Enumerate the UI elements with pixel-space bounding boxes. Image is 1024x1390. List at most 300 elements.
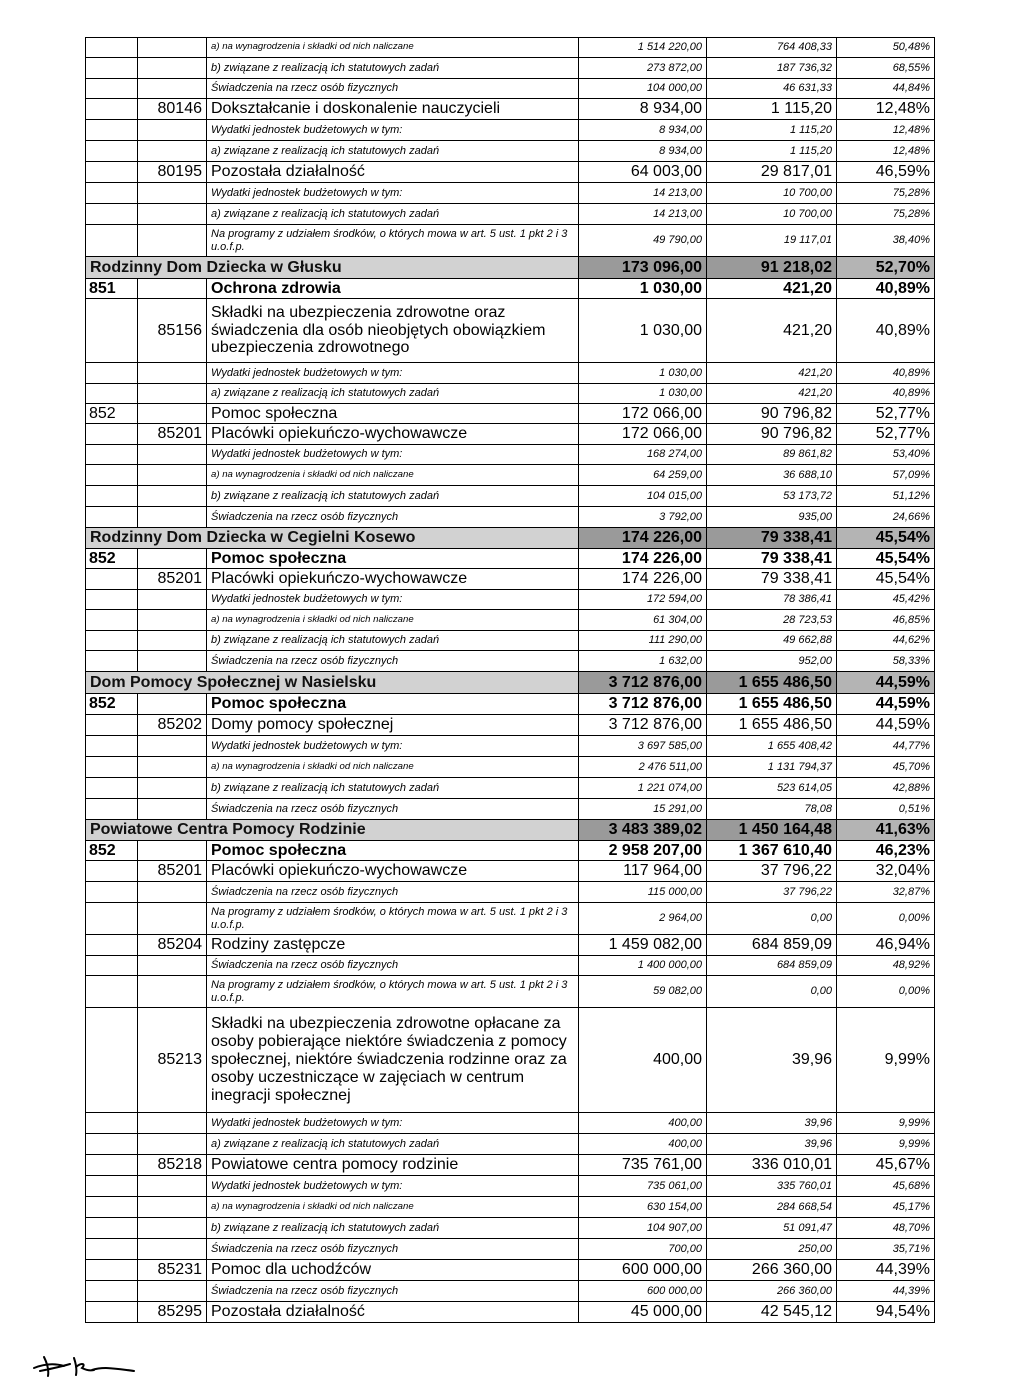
cell-percent: 38,40% — [837, 225, 935, 257]
cell-wykonanie: 1 655 486,50 — [707, 694, 837, 715]
cell-description: Wydatki jednostek budżetowych w tym: — [207, 183, 579, 204]
cell-plan: 630 154,00 — [579, 1197, 707, 1218]
table-row — [86, 507, 935, 528]
cell-percent: 44,59% — [837, 694, 935, 715]
cell-wykonanie: 53 173,72 — [707, 486, 837, 507]
table-row — [86, 465, 935, 486]
cell-percent: 0,00% — [837, 976, 935, 1008]
cell-dzial — [86, 384, 138, 404]
table-row — [86, 404, 935, 424]
cell-wykonanie: 39,96 — [707, 1113, 837, 1134]
cell-dzial — [86, 935, 138, 956]
cell-description: b) związane z realizacją ich statutowych zadań — [207, 631, 579, 651]
cell-percent: 44,62% — [837, 631, 935, 651]
cell-wykonanie: 1 655 486,50 — [707, 672, 837, 694]
cell-rozdzial — [138, 736, 207, 757]
table-row — [86, 1134, 935, 1155]
cell-rozdzial — [138, 225, 207, 257]
cell-dzial: 852 — [86, 404, 138, 424]
cell-description: Wydatki jednostek budżetowych w tym: — [207, 445, 579, 465]
cell-percent: 50,48% — [837, 38, 935, 58]
cell-percent: 12,48% — [837, 99, 935, 120]
table-row — [86, 799, 935, 820]
cell-dzial — [86, 1008, 138, 1113]
cell-rozdzial — [138, 590, 207, 610]
cell-percent: 52,77% — [837, 404, 935, 424]
cell-dzial — [86, 1113, 138, 1134]
cell-dzial: 852 — [86, 549, 138, 569]
cell-description: Świadczenia na rzecz osób fizycznych — [207, 882, 579, 903]
cell-description: Pomoc społeczna — [207, 694, 579, 715]
cell-rozdzial — [138, 631, 207, 651]
cell-description: a) na wynagrodzenia i składki od nich naliczane — [207, 610, 579, 631]
table-row — [86, 1260, 935, 1281]
cell-dzial — [86, 757, 138, 778]
cell-plan: 400,00 — [579, 1113, 707, 1134]
cell-description: a) na wynagrodzenia i składki od nich naliczane — [207, 38, 579, 58]
cell-description: Na programy z udziałem środków, o których mowa w art. 5 ust. 1 pkt 2 i 3 u.o.f.p. — [207, 225, 579, 257]
cell-wykonanie: 421,20 — [707, 384, 837, 404]
cell-wykonanie: 284 668,54 — [707, 1197, 837, 1218]
cell-description: Dom Pomocy Społecznej w Nasielsku — [86, 672, 579, 694]
cell-dzial — [86, 976, 138, 1008]
cell-plan: 117 964,00 — [579, 861, 707, 882]
cell-rozdzial — [138, 58, 207, 79]
table-row — [86, 778, 935, 799]
table-row — [86, 1239, 935, 1260]
cell-description: Rodzinny Dom Dziecka w Głusku — [86, 257, 579, 279]
cell-plan: 2 476 511,00 — [579, 757, 707, 778]
cell-plan: 2 958 207,00 — [579, 841, 707, 861]
cell-description: a) związane z realizacją ich statutowych zadań — [207, 204, 579, 225]
cell-dzial — [86, 162, 138, 183]
table-row — [86, 569, 935, 590]
cell-description: Placówki opiekuńczo-wychowawcze — [207, 861, 579, 882]
cell-plan: 1 514 220,00 — [579, 38, 707, 58]
cell-dzial — [86, 861, 138, 882]
cell-wykonanie: 90 796,82 — [707, 404, 837, 424]
cell-rozdzial: 85231 — [138, 1260, 207, 1281]
cell-percent: 46,94% — [837, 935, 935, 956]
cell-rozdzial — [138, 120, 207, 141]
cell-wykonanie: 0,00 — [707, 976, 837, 1008]
cell-rozdzial — [138, 1176, 207, 1197]
cell-rozdzial — [138, 79, 207, 99]
cell-description: Ochrona zdrowia — [207, 279, 579, 299]
cell-rozdzial — [138, 465, 207, 486]
cell-description: Pomoc społeczna — [207, 549, 579, 569]
cell-description: Domy pomocy społecznej — [207, 715, 579, 736]
cell-plan: 115 000,00 — [579, 882, 707, 903]
cell-wykonanie: 42 545,12 — [707, 1302, 837, 1323]
cell-dzial: 851 — [86, 279, 138, 299]
cell-dzial — [86, 1155, 138, 1176]
cell-wykonanie: 78,08 — [707, 799, 837, 820]
cell-percent: 68,55% — [837, 58, 935, 79]
cell-dzial — [86, 736, 138, 757]
table-row — [86, 861, 935, 882]
cell-dzial — [86, 1134, 138, 1155]
cell-plan: 2 964,00 — [579, 903, 707, 935]
cell-percent: 9,99% — [837, 1113, 935, 1134]
cell-plan: 168 274,00 — [579, 445, 707, 465]
cell-rozdzial — [138, 38, 207, 58]
cell-dzial — [86, 183, 138, 204]
table-row — [86, 162, 935, 183]
cell-dzial — [86, 299, 138, 363]
cell-rozdzial — [138, 204, 207, 225]
cell-description: Pozostała działalność — [207, 162, 579, 183]
cell-description: Wydatki jednostek budżetowych w tym: — [207, 736, 579, 757]
cell-dzial: 852 — [86, 694, 138, 715]
cell-rozdzial — [138, 841, 207, 861]
cell-percent: 45,54% — [837, 528, 935, 549]
cell-dzial — [86, 486, 138, 507]
table-row — [86, 1218, 935, 1239]
cell-rozdzial — [138, 1239, 207, 1260]
cell-dzial — [86, 799, 138, 820]
cell-rozdzial — [138, 141, 207, 162]
cell-plan: 104 015,00 — [579, 486, 707, 507]
cell-rozdzial: 85218 — [138, 1155, 207, 1176]
cell-description: Powiatowe Centra Pomocy Rodzinie — [86, 820, 579, 841]
cell-plan: 61 304,00 — [579, 610, 707, 631]
table-row — [86, 1281, 935, 1302]
cell-wykonanie: 421,20 — [707, 363, 837, 384]
cell-description: Wydatki jednostek budżetowych w tym: — [207, 590, 579, 610]
table-row — [86, 1197, 935, 1218]
cell-plan: 172 594,00 — [579, 590, 707, 610]
cell-dzial: 852 — [86, 841, 138, 861]
cell-description: Pomoc społeczna — [207, 404, 579, 424]
cell-wykonanie: 10 700,00 — [707, 183, 837, 204]
cell-rozdzial: 80146 — [138, 99, 207, 120]
cell-percent: 48,70% — [837, 1218, 935, 1239]
cell-rozdzial: 85204 — [138, 935, 207, 956]
cell-wykonanie: 79 338,41 — [707, 528, 837, 549]
cell-description: Placówki opiekuńczo-wychowawcze — [207, 569, 579, 590]
cell-description: a) związane z realizacją ich statutowych zadań — [207, 1134, 579, 1155]
cell-percent: 58,33% — [837, 651, 935, 672]
cell-percent: 12,48% — [837, 120, 935, 141]
cell-plan: 8 934,00 — [579, 120, 707, 141]
cell-wykonanie: 10 700,00 — [707, 204, 837, 225]
cell-wykonanie: 336 010,01 — [707, 1155, 837, 1176]
cell-rozdzial — [138, 610, 207, 631]
cell-dzial — [86, 120, 138, 141]
cell-plan: 45 000,00 — [579, 1302, 707, 1323]
cell-plan: 600 000,00 — [579, 1260, 707, 1281]
cell-plan: 172 066,00 — [579, 424, 707, 445]
cell-rozdzial — [138, 1197, 207, 1218]
cell-wykonanie: 0,00 — [707, 903, 837, 935]
cell-wykonanie: 1 131 794,37 — [707, 757, 837, 778]
table-row — [86, 590, 935, 610]
table-row — [86, 299, 935, 363]
cell-percent: 45,70% — [837, 757, 935, 778]
cell-wykonanie: 46 631,33 — [707, 79, 837, 99]
table-row — [86, 486, 935, 507]
cell-dzial — [86, 141, 138, 162]
cell-percent: 44,39% — [837, 1281, 935, 1302]
cell-wykonanie: 1 115,20 — [707, 120, 837, 141]
cell-description: Na programy z udziałem środków, o których mowa w art. 5 ust. 1 pkt 2 i 3 u.o.f.p. — [207, 976, 579, 1008]
cell-dzial — [86, 882, 138, 903]
table-row — [86, 225, 935, 257]
institution-header-row — [86, 820, 935, 841]
signature-initials — [30, 1352, 150, 1378]
cell-dzial — [86, 1260, 138, 1281]
cell-wykonanie: 935,00 — [707, 507, 837, 528]
cell-dzial — [86, 651, 138, 672]
cell-percent: 94,54% — [837, 1302, 935, 1323]
cell-rozdzial: 85201 — [138, 569, 207, 590]
table-row — [86, 204, 935, 225]
cell-plan: 3 712 876,00 — [579, 715, 707, 736]
cell-percent: 41,63% — [837, 820, 935, 841]
cell-plan: 173 096,00 — [579, 257, 707, 279]
cell-description: Rodziny zastępcze — [207, 935, 579, 956]
cell-description: Wydatki jednostek budżetowych w tym: — [207, 120, 579, 141]
cell-description: Pozostała działalność — [207, 1302, 579, 1323]
cell-description: Pomoc dla uchodźców — [207, 1260, 579, 1281]
cell-description: b) związane z realizacją ich statutowych zadań — [207, 58, 579, 79]
cell-wykonanie: 1 115,20 — [707, 99, 837, 120]
cell-percent: 44,77% — [837, 736, 935, 757]
cell-rozdzial — [138, 799, 207, 820]
cell-plan: 8 934,00 — [579, 99, 707, 120]
cell-plan: 700,00 — [579, 1239, 707, 1260]
table-row — [86, 79, 935, 99]
cell-description: Świadczenia na rzecz osób fizycznych — [207, 1239, 579, 1260]
table-row — [86, 715, 935, 736]
cell-percent: 0,00% — [837, 903, 935, 935]
cell-description: Wydatki jednostek budżetowych w tym: — [207, 363, 579, 384]
table-row — [86, 549, 935, 569]
cell-wykonanie: 421,20 — [707, 299, 837, 363]
cell-rozdzial — [138, 507, 207, 528]
cell-dzial — [86, 1281, 138, 1302]
institution-header-row — [86, 528, 935, 549]
cell-wykonanie: 36 688,10 — [707, 465, 837, 486]
cell-plan: 400,00 — [579, 1008, 707, 1113]
cell-rozdzial — [138, 404, 207, 424]
cell-plan: 64 003,00 — [579, 162, 707, 183]
cell-wykonanie: 764 408,33 — [707, 38, 837, 58]
cell-dzial — [86, 507, 138, 528]
cell-plan: 111 290,00 — [579, 631, 707, 651]
cell-wykonanie: 421,20 — [707, 279, 837, 299]
cell-percent: 40,89% — [837, 279, 935, 299]
cell-rozdzial: 85201 — [138, 861, 207, 882]
cell-plan: 49 790,00 — [579, 225, 707, 257]
cell-wykonanie: 39,96 — [707, 1008, 837, 1113]
cell-rozdzial — [138, 549, 207, 569]
cell-description: Świadczenia na rzecz osób fizycznych — [207, 799, 579, 820]
cell-percent: 45,54% — [837, 569, 935, 590]
cell-plan: 15 291,00 — [579, 799, 707, 820]
cell-percent: 45,68% — [837, 1176, 935, 1197]
cell-percent: 48,92% — [837, 956, 935, 976]
cell-rozdzial — [138, 486, 207, 507]
cell-dzial — [86, 1197, 138, 1218]
cell-description: Świadczenia na rzecz osób fizycznych — [207, 956, 579, 976]
cell-description: Składki na ubezpieczenia zdrowotne oraz świadczenia dla osób nieobjętych obowiązkiem ubezpieczenia zdrowotnego — [207, 299, 579, 363]
cell-plan: 735 761,00 — [579, 1155, 707, 1176]
cell-rozdzial — [138, 976, 207, 1008]
cell-description: Świadczenia na rzecz osób fizycznych — [207, 507, 579, 528]
cell-plan: 1 030,00 — [579, 299, 707, 363]
cell-wykonanie: 1 367 610,40 — [707, 841, 837, 861]
table-row — [86, 651, 935, 672]
cell-description: b) związane z realizacją ich statutowych zadań — [207, 778, 579, 799]
cell-dzial — [86, 956, 138, 976]
table-row — [86, 58, 935, 79]
cell-dzial — [86, 225, 138, 257]
cell-percent: 45,67% — [837, 1155, 935, 1176]
cell-wykonanie: 90 796,82 — [707, 424, 837, 445]
cell-description: Powiatowe centra pomocy rodzinie — [207, 1155, 579, 1176]
cell-description: Pomoc społeczna — [207, 841, 579, 861]
cell-rozdzial — [138, 1134, 207, 1155]
cell-rozdzial — [138, 778, 207, 799]
cell-percent: 45,54% — [837, 549, 935, 569]
cell-dzial — [86, 1176, 138, 1197]
cell-wykonanie: 37 796,22 — [707, 861, 837, 882]
cell-dzial — [86, 424, 138, 445]
cell-plan: 600 000,00 — [579, 1281, 707, 1302]
cell-percent: 53,40% — [837, 445, 935, 465]
cell-rozdzial: 85156 — [138, 299, 207, 363]
cell-dzial — [86, 58, 138, 79]
cell-percent: 42,88% — [837, 778, 935, 799]
institution-header-row — [86, 672, 935, 694]
cell-percent: 9,99% — [837, 1134, 935, 1155]
cell-plan: 1 030,00 — [579, 363, 707, 384]
table-row — [86, 363, 935, 384]
cell-description: a) związane z realizacją ich statutowych zadań — [207, 141, 579, 162]
cell-rozdzial — [138, 1218, 207, 1239]
cell-dzial — [86, 778, 138, 799]
cell-percent: 40,89% — [837, 384, 935, 404]
cell-rozdzial — [138, 757, 207, 778]
cell-description: a) na wynagrodzenia i składki od nich naliczane — [207, 1197, 579, 1218]
cell-dzial — [86, 445, 138, 465]
table-row — [86, 610, 935, 631]
cell-wykonanie: 37 796,22 — [707, 882, 837, 903]
cell-rozdzial — [138, 1281, 207, 1302]
cell-description: Wydatki jednostek budżetowych w tym: — [207, 1113, 579, 1134]
table-row — [86, 841, 935, 861]
cell-wykonanie: 51 091,47 — [707, 1218, 837, 1239]
cell-dzial — [86, 903, 138, 935]
cell-rozdzial — [138, 279, 207, 299]
cell-description: Świadczenia na rzecz osób fizycznych — [207, 651, 579, 672]
cell-percent: 46,23% — [837, 841, 935, 861]
table-row — [86, 935, 935, 956]
cell-plan: 1 030,00 — [579, 384, 707, 404]
cell-percent: 0,51% — [837, 799, 935, 820]
table-row — [86, 445, 935, 465]
cell-percent: 75,28% — [837, 204, 935, 225]
cell-dzial — [86, 79, 138, 99]
cell-wykonanie: 1 115,20 — [707, 141, 837, 162]
cell-dzial — [86, 99, 138, 120]
cell-dzial — [86, 204, 138, 225]
cell-wykonanie: 952,00 — [707, 651, 837, 672]
cell-plan: 1 221 074,00 — [579, 778, 707, 799]
cell-wykonanie: 28 723,53 — [707, 610, 837, 631]
cell-rozdzial — [138, 363, 207, 384]
cell-percent: 46,59% — [837, 162, 935, 183]
cell-plan: 1 400 000,00 — [579, 956, 707, 976]
table-row — [86, 976, 935, 1008]
cell-plan: 172 066,00 — [579, 404, 707, 424]
cell-dzial — [86, 363, 138, 384]
cell-percent: 51,12% — [837, 486, 935, 507]
cell-percent: 52,77% — [837, 424, 935, 445]
table-row — [86, 183, 935, 204]
cell-rozdzial: 85202 — [138, 715, 207, 736]
cell-wykonanie: 523 614,05 — [707, 778, 837, 799]
cell-percent: 45,42% — [837, 590, 935, 610]
cell-percent: 75,28% — [837, 183, 935, 204]
cell-percent: 44,39% — [837, 1260, 935, 1281]
cell-dzial — [86, 38, 138, 58]
table-row — [86, 279, 935, 299]
cell-percent: 32,04% — [837, 861, 935, 882]
cell-percent: 57,09% — [837, 465, 935, 486]
cell-percent: 40,89% — [837, 299, 935, 363]
cell-percent: 45,17% — [837, 1197, 935, 1218]
cell-percent: 32,87% — [837, 882, 935, 903]
budget-table — [85, 37, 935, 1323]
table-row — [86, 903, 935, 935]
cell-percent: 24,66% — [837, 507, 935, 528]
cell-description: Składki na ubezpieczenia zdrowotne opłacane za osoby pobierające niektóre świadczenia z pomocy społecznej, niektóre świadczenia rodzinne oraz za osoby uczestniczące w zajęciach w centrum inegracji społecznej — [207, 1008, 579, 1113]
cell-rozdzial — [138, 651, 207, 672]
cell-wykonanie: 79 338,41 — [707, 549, 837, 569]
cell-description: a) na wynagrodzenia i składki od nich naliczane — [207, 757, 579, 778]
cell-plan: 735 061,00 — [579, 1176, 707, 1197]
cell-rozdzial: 80195 — [138, 162, 207, 183]
cell-percent: 9,99% — [837, 1008, 935, 1113]
cell-plan: 273 872,00 — [579, 58, 707, 79]
cell-rozdzial: 85213 — [138, 1008, 207, 1113]
cell-dzial — [86, 1239, 138, 1260]
cell-percent: 40,89% — [837, 363, 935, 384]
cell-rozdzial — [138, 445, 207, 465]
cell-dzial — [86, 590, 138, 610]
cell-wykonanie: 1 655 486,50 — [707, 715, 837, 736]
cell-description: Na programy z udziałem środków, o których mowa w art. 5 ust. 1 pkt 2 i 3 u.o.f.p. — [207, 903, 579, 935]
cell-plan: 14 213,00 — [579, 204, 707, 225]
cell-percent: 44,59% — [837, 715, 935, 736]
cell-percent: 44,59% — [837, 672, 935, 694]
cell-plan: 59 082,00 — [579, 976, 707, 1008]
cell-dzial — [86, 631, 138, 651]
cell-wykonanie: 266 360,00 — [707, 1260, 837, 1281]
cell-wykonanie: 266 360,00 — [707, 1281, 837, 1302]
table-row — [86, 882, 935, 903]
cell-dzial — [86, 715, 138, 736]
cell-wykonanie: 79 338,41 — [707, 569, 837, 590]
cell-wykonanie: 335 760,01 — [707, 1176, 837, 1197]
table-row — [86, 120, 935, 141]
cell-plan: 1 030,00 — [579, 279, 707, 299]
cell-wykonanie: 29 817,01 — [707, 162, 837, 183]
cell-description: a) na wynagrodzenia i składki od nich naliczane — [207, 465, 579, 486]
